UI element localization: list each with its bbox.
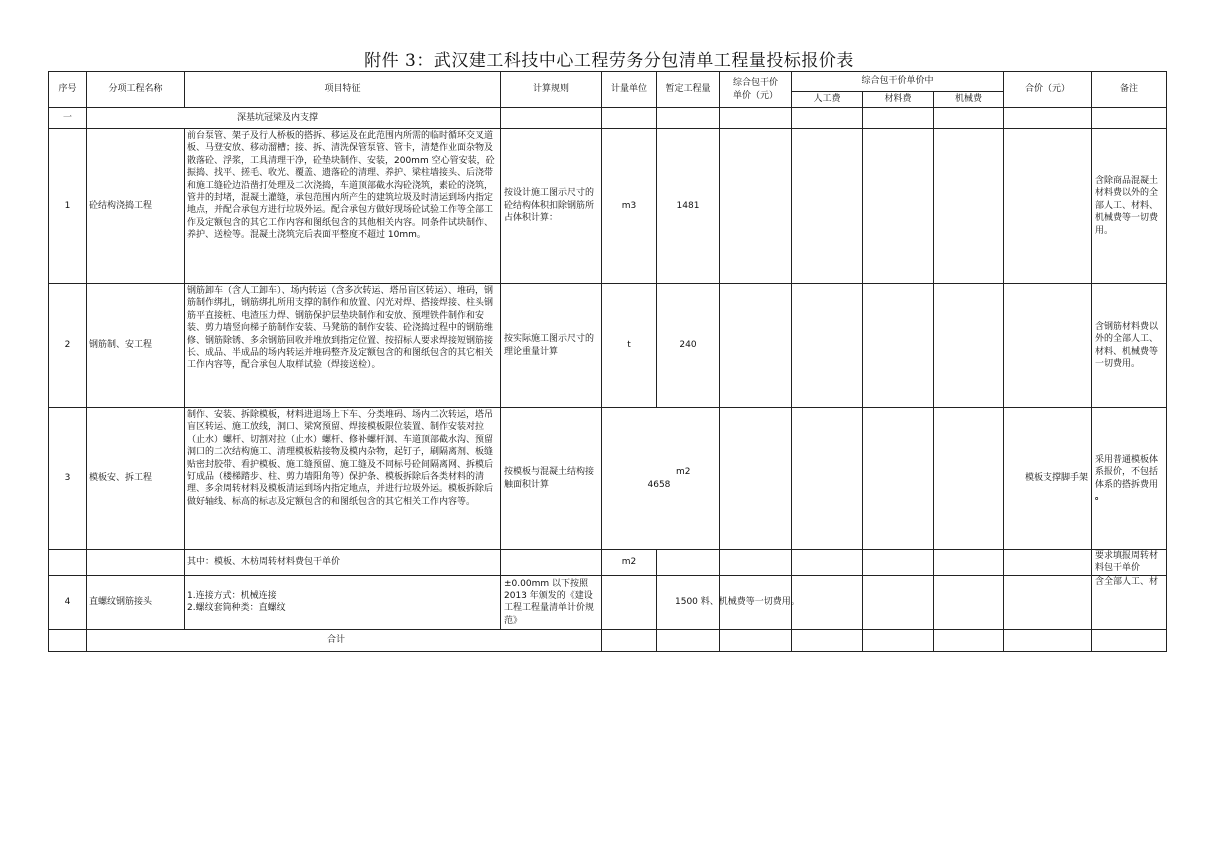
header-unit-price-line2: 单价（元） — [732, 90, 778, 101]
header-material: 材料费 — [863, 92, 934, 108]
row-unit: m2 — [602, 550, 657, 576]
row-unit-qty — [602, 408, 720, 550]
row-item-name: 钢筋制、安工程 — [87, 284, 185, 408]
row-seq: 3 — [49, 408, 87, 550]
row-calc-rule: 按设计施工图示尺寸的砼结构体积扣除钢筋所占体积计算： — [501, 129, 602, 284]
row-calc-rule: 按实际施工图示尺寸的理论重量计算 — [501, 284, 602, 408]
row-remark-prefix: 模板支撑脚手架 — [1004, 408, 1092, 550]
row-remark: 含全部人工、材 — [1092, 575, 1167, 629]
row-unit: m3 — [602, 129, 657, 284]
row-qty: 1500 料、机械费等一切费用。 — [657, 575, 720, 629]
header-features: 项目特征 — [185, 72, 501, 108]
row-remark: 含钢筋材料费以外的全部人工、材料、机械费等一切费用。 — [1092, 284, 1167, 408]
quotation-table — [48, 71, 1167, 652]
table-row — [49, 408, 1167, 550]
section-row — [49, 108, 1167, 129]
row-features-line1: 1.连接方式：机械连接 — [187, 590, 277, 601]
row-remark-mark: 。 — [1095, 491, 1105, 502]
header-calc-rule: 计算规则 — [501, 72, 602, 108]
row-qty: 4658 — [647, 479, 671, 490]
section-name: 深基坑冠梁及内支撑 — [87, 108, 501, 129]
total-label: 合计 — [87, 629, 602, 651]
header-breakdown: 综合包干价单价中 — [792, 72, 1004, 92]
total-row — [49, 629, 1167, 651]
header-qty: 暂定工程量 — [657, 72, 720, 108]
row-item-name: 模板安、拆工程 — [87, 408, 185, 550]
table-row — [49, 284, 1167, 408]
header-unit: 计量单位 — [602, 72, 657, 108]
row-item-name: 砼结构浇捣工程 — [87, 129, 185, 284]
row-remark-text: 采用普通模板体系报价，不包括体系的搭拆费用 — [1095, 454, 1159, 490]
header-unit-price-line1: 综合包干价 — [732, 78, 778, 89]
table-row — [49, 575, 1167, 629]
row-features: 其中：模板、木枋周转材料费包干单价 — [185, 550, 501, 576]
row-seq: 2 — [49, 284, 87, 408]
row-unit: m2 — [676, 467, 691, 478]
row-seq: 1 — [49, 129, 87, 284]
row-unit: t — [602, 284, 657, 408]
row-remark — [1092, 408, 1167, 550]
header-remarks: 备注 — [1092, 72, 1167, 108]
row-qty: 1481 — [657, 129, 720, 284]
row-features: 前台泵管、架子及行人桥板的搭拆、移运及在此范围内所需的临时循环交叉道板、马登安放、移动溜槽；接、拆、清洗保管泵管、管卡，清楚作业面杂物及散落砼、浮浆，工具清理干净，砼垫块制作、安装，200mm 空心管安装，砼振捣、找平、搓毛、收光、覆盖、遗落砼的清理、养护、梁柱墙接头、后浇带和施工缝砼边沿凿打处理及二次浇捣，车道顶部截水沟砼浇筑，素砼的浇筑，管井的封堵，混凝土灌缝，承包范围内所产生的建筑垃圾及时清运到场内指定地点，并配合承包方进行垃圾外运。配合承包方做好现场砼试验工作等全部工作及定额包含的其它工作内容和图纸包含的其他相关内容。同条件试块制作、养护、送检等。混凝土浇筑完后表面平整度不超过 10mm。 — [185, 129, 501, 284]
page-title: 附件 3：武汉建工科技中心工程劳务分包清单工程量投标报价表 — [364, 51, 854, 71]
row-remark: 含除商品混凝土材料费以外的全部人工、材料、机械费等一切费用。 — [1092, 129, 1167, 284]
header-unit-price — [720, 72, 792, 108]
row-features — [185, 575, 501, 629]
row-calc-rule: ±0.00mm 以下按照 2013 年颁发的《建设工程工程量清单计价规范》 — [501, 575, 602, 629]
row-seq: 4 — [49, 575, 87, 629]
row-features: 钢筋卸车（含人工卸车）、场内转运（含多次转运、塔吊盲区转运）、堆码，钢筋制作绑扎，钢筋绑扎所用支撑的制作和放置、闪光对焊、搭接焊接、柱头钢筋平直接桩、电渣压力焊、钢筋保护层垫块制作和安放、预埋铁件制作和安装、剪力墙竖向梯子筋制作安装、马凳筋的制作安装、砼浇捣过程中的钢筋维修、钢筋除锈、多余钢筋回收并堆放到指定位置、按招标人要求焊接短钢筋接长、成品、半成品的场内转运并堆码整齐及定额包含的和图纸包含的其它相关工作内容等，配合承包人取样试验（焊接送检）。 — [185, 284, 501, 408]
header-item-name: 分项工程名称 — [87, 72, 185, 108]
header-row — [49, 72, 1167, 92]
header-seq: 序号 — [49, 72, 87, 108]
header-labor: 人工费 — [792, 92, 863, 108]
header-machine: 机械费 — [934, 92, 1004, 108]
row-calc-rule: 按模板与混凝土结构接触面积计算 — [501, 408, 602, 550]
row-unit — [602, 575, 657, 629]
table-row — [49, 550, 1167, 576]
row-item-name: 直螺纹钢筋接头 — [87, 575, 185, 629]
table-row — [49, 129, 1167, 284]
row-remark: 要求填报周转材料包干单价 — [1092, 550, 1167, 576]
section-seq: 一 — [49, 108, 87, 129]
row-features: 制作、安装、拆除模板，材料进退场上下车、分类堆码、场内二次转运，塔吊盲区转运、施工放线，洞口、梁窝预留、焊接模板限位装置、制作安装对拉（止水）螺杆、切割对拉（止水）螺杆、修补螺杆洞、车道顶部截水沟、预留洞口的二次结构施工、清理模板粘接物及模内杂物，起钉子，刷隔离剂、板缝贴密封胶带、看护模板、施工缝预留、施工缝及不同标号砼间隔离网、拆模后钉成品（楼梯踏步、柱、剪力墙阳角等）保护条、模板拆除后各类材料的清理、多余周转材料及模板清运到场内指定地点，并进行垃圾外运。模板拆除后做好轴线、标高的标志及定额包含的和图纸包含的其它相关工作内容等。 — [185, 408, 501, 550]
row-qty: 240 — [657, 284, 720, 408]
header-total: 合价（元） — [1004, 72, 1092, 108]
row-features-line2: 2.螺纹套筒种类：直螺纹 — [187, 603, 286, 614]
